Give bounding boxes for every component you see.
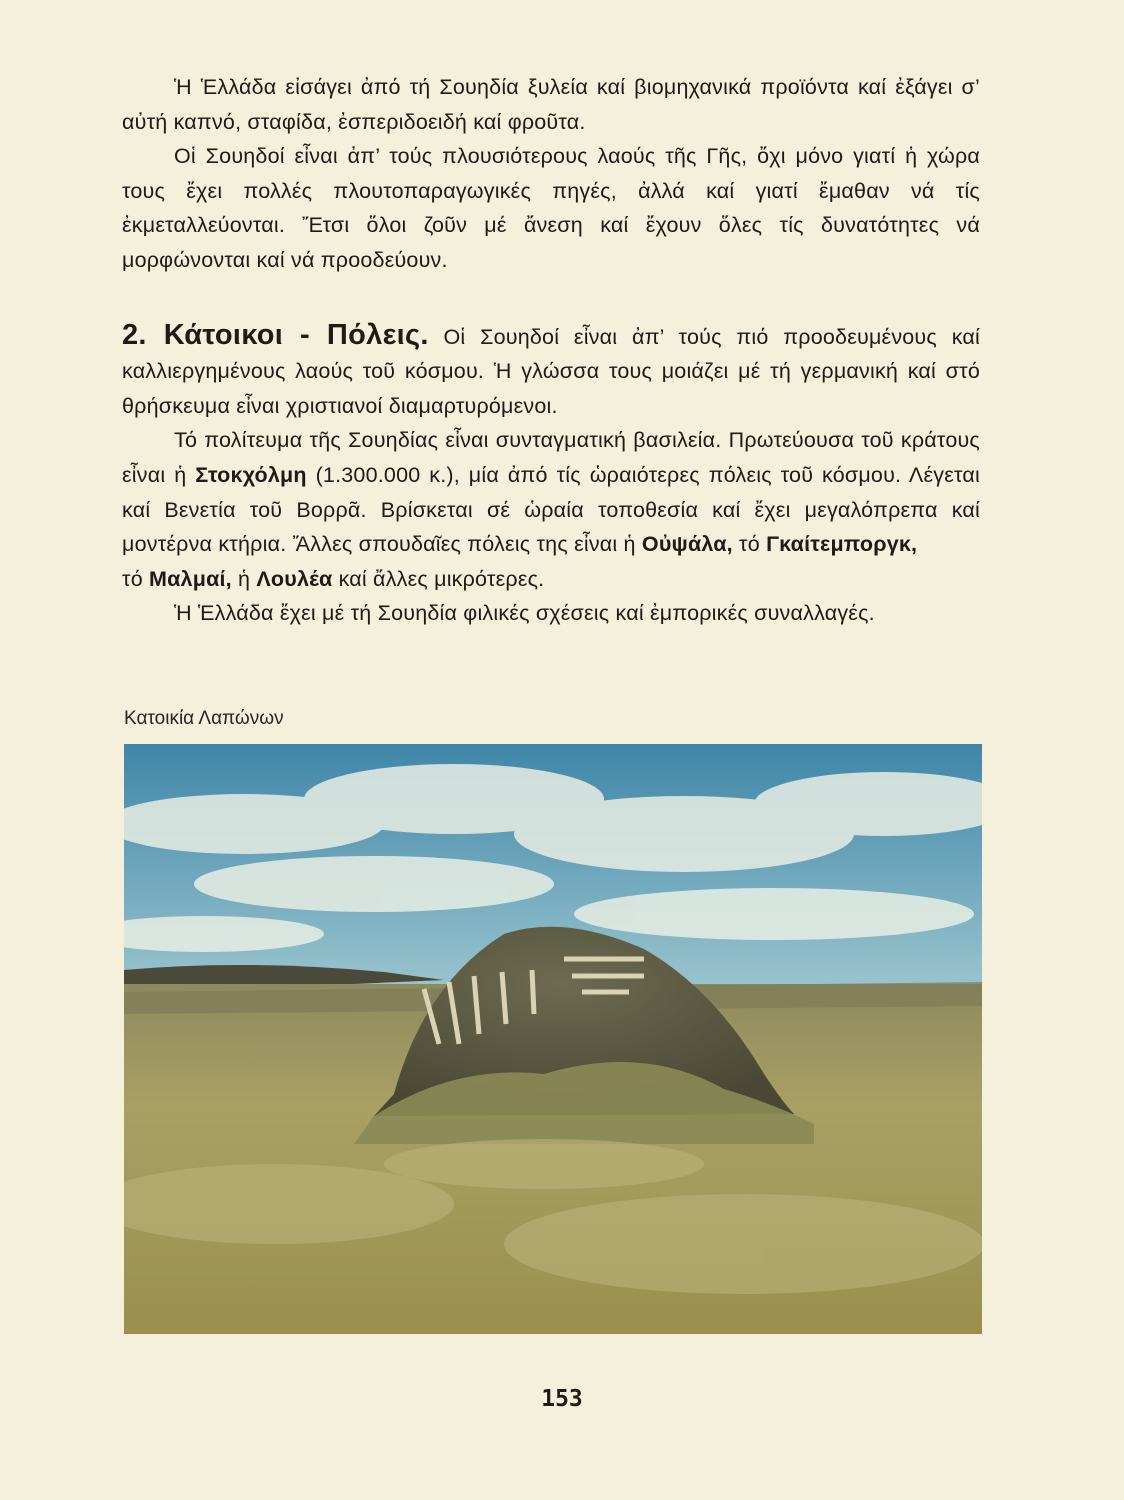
cities-text-e: ἡ (231, 566, 257, 591)
paragraph-relations: Ἡ Ἑλλάδα ἔχει μέ τή Σουηδία φιλικές σχέσεις καί ἐμπορικές συναλλαγές. (174, 601, 875, 626)
paragraph-imports: Ἡ Ἑλλάδα εἰσάγει ἀπό τή Σουηδία ξυλεία καί βιομηχανικά προϊόντα καί ἐξάγει σ’ αὐτή καπνό, σταφίδα, ἐσπεριδοειδή καί φροῦτα. (122, 75, 980, 134)
lapp-dwelling-photo (124, 744, 982, 1334)
paragraph-cities (122, 423, 980, 596)
main-text (122, 70, 980, 631)
cities-text-f: καί ἄλλες μικρότερες. (332, 566, 545, 591)
paragraph-inhabitants (122, 318, 980, 424)
city-lulea: Λουλέα (256, 566, 333, 591)
cities-text-c: τό (732, 532, 767, 557)
paragraph-wealth: Οἱ Σουηδοί εἶναι ἀπ’ τούς πλουσιότερους λαούς τῆς Γῆς, ὄχι μόνο γιατί ἡ χώρα τους ἔχει πολλές πλουτοπαραγωγικές πηγές, ἀλλά καί γιατί ἔμαθαν νά τίς ἐκμεταλλεύονται. Ἔτσι ὅλοι ζοῦν μέ ἄνεση καί ἔχουν ὅλες τίς δυνατότητες νά μορφώνονται καί νά προοδεύουν. (122, 144, 980, 272)
cities-text-a: Τό πολίτευμα τῆς Σουηδίας εἶναι συνταγματική βασιλεία. Πρωτεύουσα τοῦ κράτους εἶναι ἡ (122, 428, 980, 487)
capital-name: Στοκχόλμη (195, 462, 307, 487)
page-number: 153 (541, 1386, 583, 1412)
city-uppsala: Οὐψάλα, (641, 532, 733, 557)
section-heading: 2. Κάτοικοι - Πόλεις. (122, 318, 429, 351)
city-malmo: Μαλμαί, (149, 566, 232, 591)
city-gothenburg: Γκαίτεμποργκ, (766, 532, 918, 557)
cities-text-d: τό (122, 566, 150, 591)
inhabitants-text: Οἱ Σουηδοί εἶναι ἀπ’ τούς πιό προοδευμένους καί καλλιεργημένους λαούς τοῦ κόσμου. Ἡ γλώσσα τους μοιάζει μέ τή γερμανική καί στό θρήσκευμα εἶναι χριστιανοί διαμαρτυρόμενοι. (122, 324, 980, 418)
cities-text-b: (1.300.000 κ.), μία ἀπό τίς ὡραιότερες πόλεις τοῦ κόσμου. Λέγεται καί Βενετία τοῦ Βορρᾶ. Βρίσκεται σέ ὡραία τοποθεσία καί ἔχει μεγαλόπρεπα καί μοντέρνα κτήρια. Ἄλλες σπουδαῖες πόλεις της εἶναι ἡ (122, 462, 980, 557)
photo-illustration (124, 744, 982, 1334)
photo-caption: Κατοικία Λαπώνων (124, 708, 284, 729)
